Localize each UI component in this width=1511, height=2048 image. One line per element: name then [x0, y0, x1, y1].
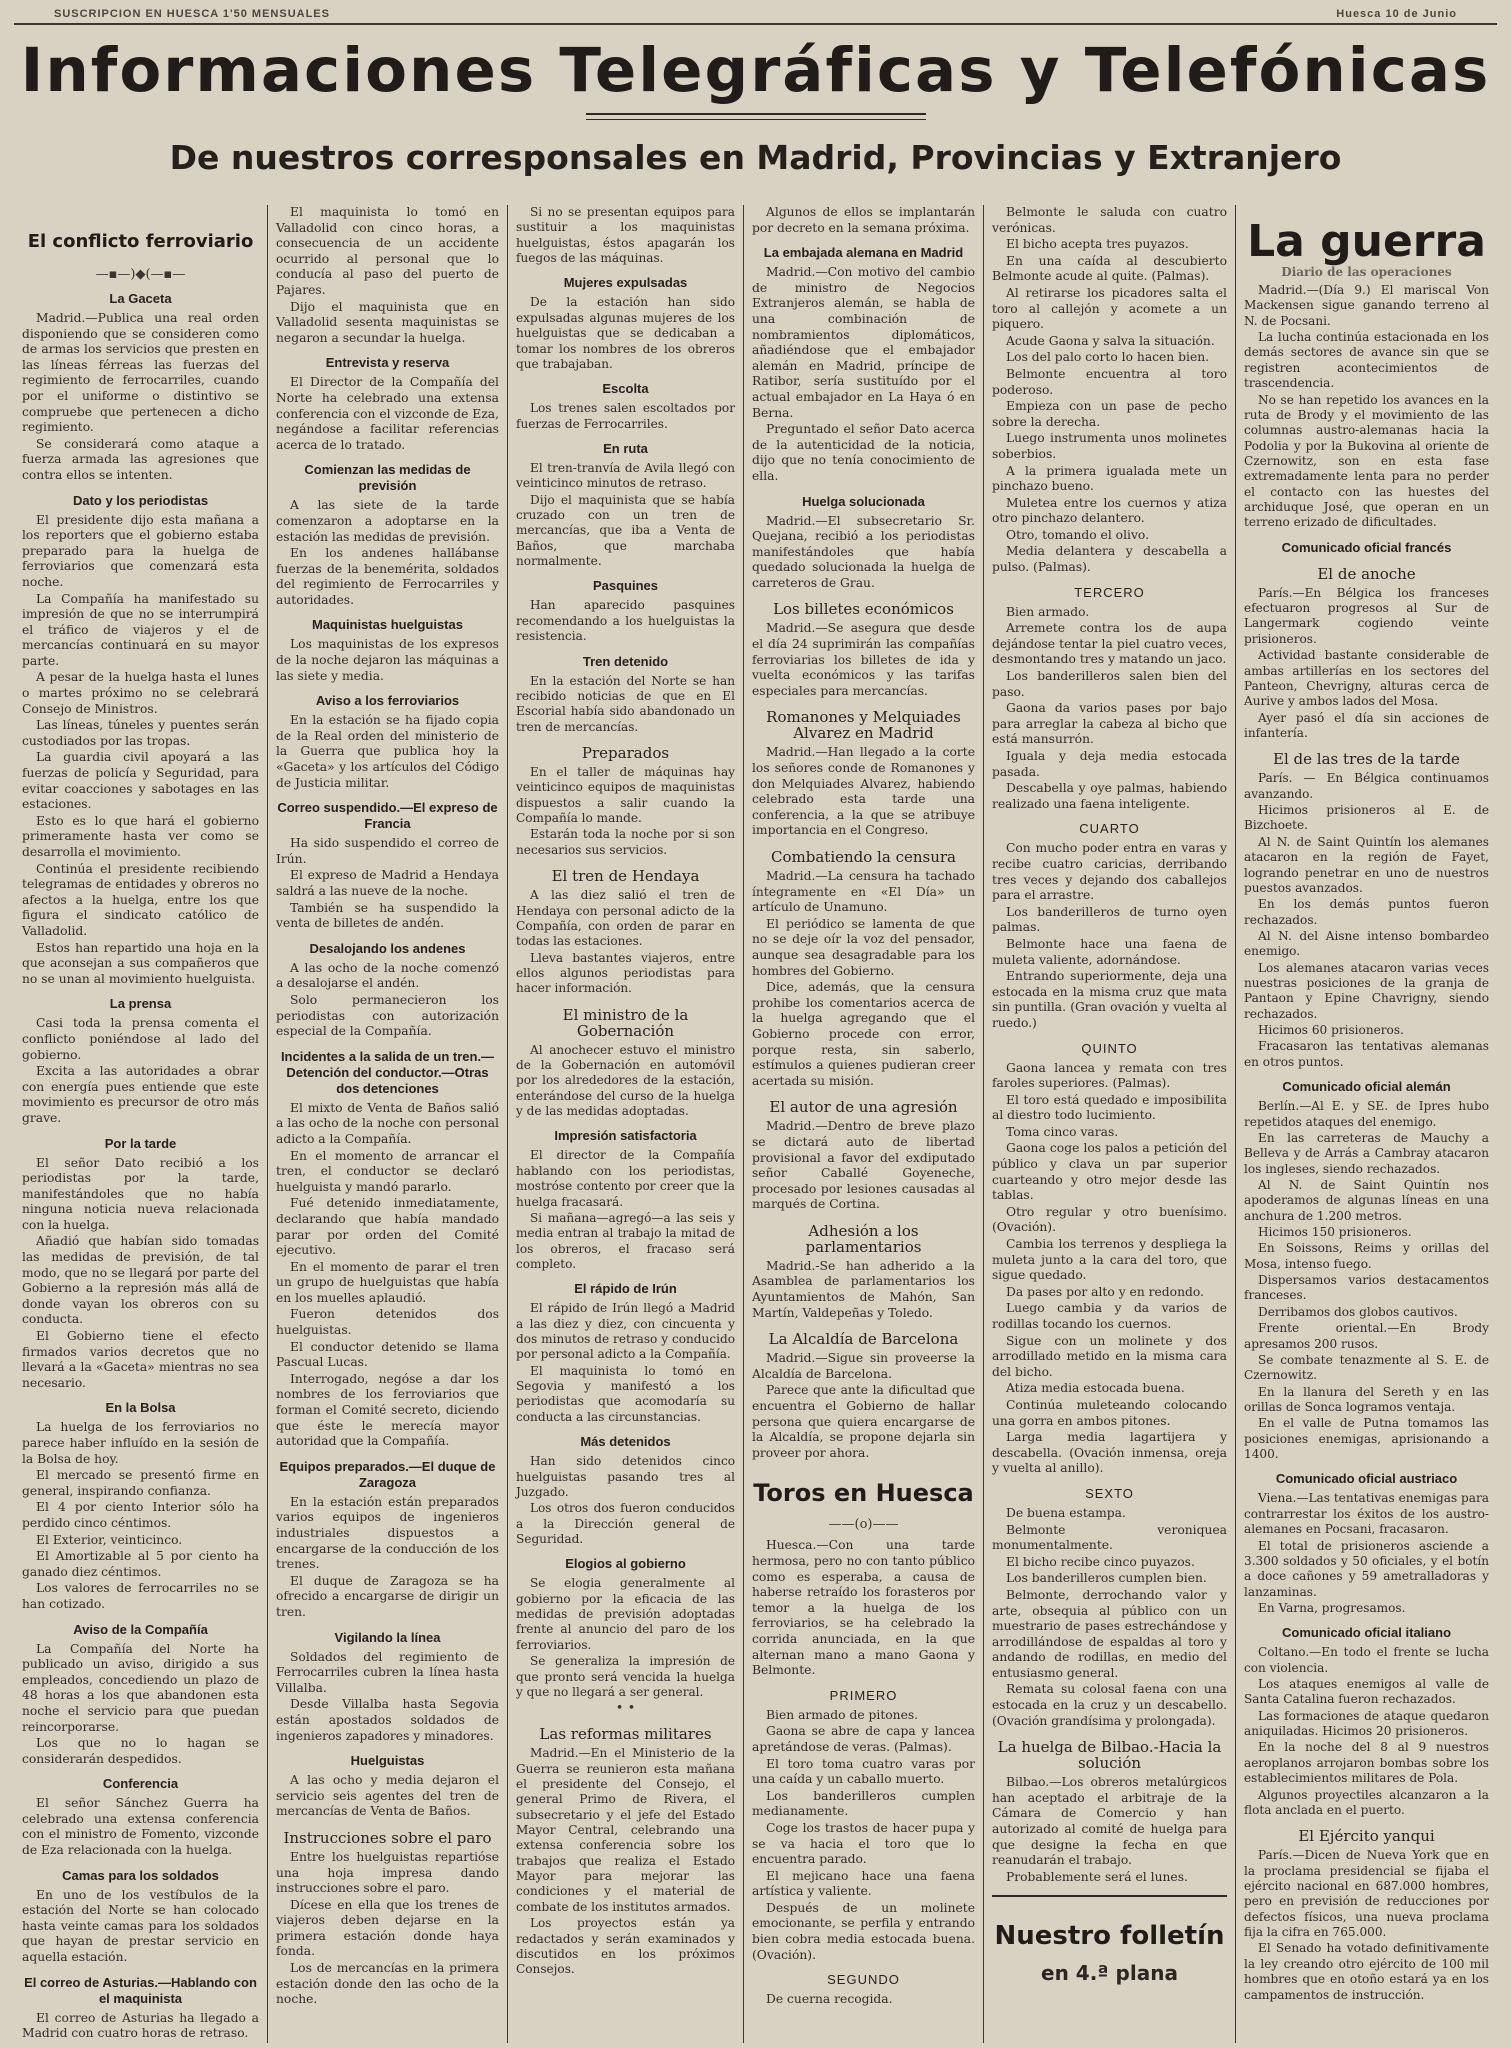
column-4	[744, 205, 984, 2043]
paragraph: Madrid.—La censura ha tachado íntegramente en «El Día» un artículo de Unamuno.	[752, 869, 975, 915]
paragraph: En la noche del 8 al 9 nuestros aeroplanos arrojaron bombas sobre los establecimientos militares de Pola.	[1244, 1740, 1489, 1786]
section-heading: Comienzan las medidas de previsión	[304, 462, 471, 494]
paragraph: Los del palo corto lo hacen bien.	[1006, 350, 1210, 365]
paragraph: A las ocho y media dejaron el servicio seis agentes del tren de mercancías de Venta de Baños.	[276, 1773, 499, 1819]
paragraph: Belmonte hace una faena de muleta valiente, adornándose.	[992, 936, 1227, 967]
paragraph: Otro, tomando el olivo.	[1006, 527, 1149, 542]
paragraph: Belmonte, derrochando valor y arte, obsequia al público con un muestrario de pases estrechándose y arrodillándose de espaldas al toro y andando de rodillas, en medio del entusiasmo general.	[992, 1587, 1227, 1680]
paragraph: Acude Gaona y salva la situación.	[1006, 333, 1215, 348]
paragraph: En la estación se ha fijado copia de la Real orden del ministerio de la Guerra que publica hoy la «Gaceta» y los artículos del Código de Justicia militar.	[276, 713, 499, 790]
page-reference: en 4.ª plana	[1041, 1961, 1178, 1986]
paragraph: El Exterior, veinticinco.	[36, 1532, 183, 1547]
paragraph: A las diez salió el tren de Hendaya con personal adicto de la Compañía, con orden de parar en todas las estaciones.	[516, 888, 735, 949]
section-heading: Equipos preparados.—El duque de Zaragoza	[279, 1458, 496, 1490]
paragraph: Se combate tenazmente al S. E. de Czernowitz.	[1244, 1352, 1489, 1383]
paragraph: Luego cambia y da varios de rodillas tocando los cuernos.	[992, 1301, 1227, 1331]
paragraph: El maquinista lo tomó en Segovia y manifestó a los periodistas que acomodaría su conducta a las circunstancias.	[516, 1363, 735, 1424]
paragraph: Madrid.—El subsecretario Sr. Quejana, recibió a los periodistas manifestándoles que había quedado solucionada la huelga de carreteros de Grau.	[752, 513, 975, 590]
divider-rule	[992, 1895, 1227, 1897]
paragraph: El presidente dijo esta mañana a los reporters que el gobierno estaba preparado para la huelga de ferroviarios que comenzará esta noche.	[22, 512, 259, 589]
column-3	[508, 205, 744, 2043]
paragraph: Se generaliza la impresión de que pronto será vencida la huelga y que no llegará a ser general.	[516, 1654, 735, 1699]
headline: Toros en Huesca	[753, 1479, 974, 1508]
paragraph: A la primera igualada mete un pinchazo bueno.	[992, 463, 1227, 494]
column-5	[984, 205, 1236, 2043]
paragraph: Esto es lo que hará el gobierno primeramente hasta ver como se desarrolla el movimiento.	[22, 813, 259, 859]
paragraph: A las siete de la tarde comenzaron a adoptarse en la estación las medidas de previsión.	[276, 498, 499, 544]
paragraph: Han sido detenidos cinco huelguistas pasando tres al Juzgado.	[516, 1454, 735, 1499]
paragraph: Añadió que habían sido tomadas las medidas de previsión, de tal modo, que no se llegará por parte del Gobierno a la represión más allá de donde vayan los obreros con su conducta.	[22, 1234, 259, 1327]
paragraph: De la estación han sido expulsadas algunas mujeres de los huelguistas que se dedicaban a tomar los nombres de los obreros que trabajaban.	[516, 295, 735, 371]
paragraph: Excita a las autoridades a obrar con energía pues entiende que este movimiento es precursor de otro más grave.	[22, 1064, 259, 1125]
paragraph: Algunos de ellos se implantarán por decreto en la semana próxima.	[752, 205, 975, 235]
paragraph: Da pases por alto y en redondo.	[1006, 1284, 1204, 1299]
section-heading: Instrucciones sobre el paro	[283, 1828, 492, 1847]
paragraph: Los que no lo hagan se considerarán despedidos.	[22, 1736, 259, 1766]
paragraph: Gaona coge los palos a petición del público y clava un par superior cuarteando y otro mejor desde las tablas.	[992, 1141, 1227, 1203]
section-heading: Aviso a los ferroviarios	[315, 693, 460, 709]
section-heading: Huelguistas	[350, 1753, 425, 1769]
subscription-note: SUSCRIPCION EN HUESCA 1'50 MENSUALES	[54, 8, 330, 20]
section-heading: La embajada alemana en Madrid	[763, 245, 964, 261]
paragraph: La guardia civil apoyará a las fuerzas de policía y Seguridad, para evitar coacciones y sabotages en las estaciones.	[22, 750, 259, 812]
paragraph: El conductor detenido se llama Pascual Lucas.	[276, 1339, 499, 1370]
paragraph: Si mañana—agregó—a las seis y media entran al trabajo la mitad de los obreros, el fracaso será completo.	[516, 1210, 735, 1271]
section-heading: El rápido de Irún	[574, 1281, 677, 1297]
paragraph: Probablemente será el lunes.	[1006, 1869, 1188, 1884]
masthead-rule	[586, 113, 926, 120]
section-heading: Maquinistas huelguistas	[312, 617, 463, 633]
paragraph: Luego instrumenta unos molinetes soberbios.	[992, 431, 1227, 461]
paragraph: En la estación están preparados varios equipos de ingenieros industriales dispuestos a encargarse de la conducción de los trenes.	[276, 1494, 499, 1572]
paragraph: Viena.—Las tentativas enemigas para contrarrestar los éxitos de los austro-alemanes en Pocsani, fracasaron.	[1244, 1491, 1489, 1537]
section-heading: Camas para los soldados	[62, 1867, 219, 1883]
ornament: ——(o)——	[828, 1517, 899, 1533]
paragraph: Entrando superiormente, deja una estocada en la misma cruz que mata sin puntilla. (Gran ovación y vuelta al ruedo.)	[992, 969, 1227, 1030]
paragraph: Al anochecer estuvo el ministro de la Gobernación en automóvil por los alrededores de la estación, enterándose del curso de la huelga y de las medidas adoptadas.	[516, 1042, 735, 1119]
section-heading: El de anoche	[1317, 564, 1416, 583]
section-heading: Los billetes económicos	[773, 600, 954, 619]
section-heading: El correo de Asturias.—Hablando con el maquinista	[24, 1974, 257, 2006]
paragraph: Los otros dos fueron conducidos a la Dirección general de Seguridad.	[516, 1501, 735, 1546]
section-heading: En la Bolsa	[105, 1400, 176, 1416]
paragraph: Hicimos 60 prisioneros.	[1258, 1023, 1404, 1038]
paragraph: En los demás puntos fueron rechazados.	[1244, 897, 1489, 927]
section-heading: Aviso de la Compañía	[73, 1621, 208, 1637]
paragraph: En el momento de arrancar el tren, el conductor se declaró huelguista y mandó pararlo.	[276, 1148, 499, 1194]
paragraph: A las ocho de la noche comenzó a desalojarse el andén.	[276, 960, 499, 991]
section-heading: El Ejército yanqui	[1298, 1827, 1435, 1846]
section-heading: Correo suspendido.—El expreso de Francia	[277, 800, 498, 832]
section-heading: El de las tres de la tarde	[1273, 750, 1460, 769]
subheading: De nuestros corresponsales en Madrid, Provincias y Extranjero	[169, 138, 1342, 177]
paragraph: En Varna, progresamos.	[1258, 1600, 1406, 1615]
section-heading: Romanones y Melquiades Alvarez en Madrid	[766, 708, 961, 743]
paragraph: Al retirarse los picadores salta el toro al callejón y acomete a un piquero.	[992, 285, 1227, 332]
paragraph: Otro regular y otro buenísimo. (Ovación).	[992, 1204, 1227, 1235]
paragraph: Los proyectos están ya redactados y serán examinados y discutidos en los próximos Consejos.	[516, 1916, 735, 1977]
paragraph: Gaona da varios pases por bajo para arreglar la cabeza al bicho que está mansurrón.	[992, 701, 1227, 747]
section-heading: TERCERO	[1074, 584, 1145, 600]
ornament: —▪—)◆(—▪—	[95, 267, 186, 282]
paragraph: Media delantera y descabella a pulso. (Palmas).	[992, 544, 1227, 575]
paragraph: No se han repetido los avances en la ruta de Brody y el movimiento de las columnas austro-alemanas hacia la Podolia y por la Bukovina al oriente de Czernowitz, son en esta fase extremadamente lenta para no perder el contacto con las huestes del archiduque José, que operan en un terreno erizado de dificultades.	[1244, 392, 1489, 530]
paragraph: Ayer pasó el día sin acciones de infantería.	[1244, 710, 1489, 740]
paragraph: Huesca.—Con una tarde hermosa, pero no con tanto público como es esperaba, a causa de haberse retraído los forasteros por temor a la huelga de los ferroviarios, se ha celebrado la corrida anunciada, en la que alternan mano a mano Gaona y Belmonte.	[752, 1538, 975, 1678]
section-heading: Por la tarde	[104, 1135, 177, 1151]
paragraph: Madrid.—Han llegado a la corte los señores conde de Romanones y don Melquiades Alvarez, habiendo celebrado esta tarde una conferencia, a la que se atribuye importancia en el Congreso.	[752, 745, 975, 838]
paragraph: Los banderilleros de turno oyen palmas.	[992, 904, 1227, 935]
section-heading: La prensa	[109, 996, 172, 1012]
top-strip	[14, 6, 1497, 25]
paragraph: París.—Dicen de Nueva York que en la proclama presidencial se fijaba el ejército nacional en 687.000 hombres, pero en previsión de reducciones por defectos físicos, una nueva proclama fija la cifra en 765.000.	[1244, 1848, 1489, 1940]
paragraph: Atiza media estocada buena.	[1006, 1381, 1185, 1396]
section-heading: Escolta	[602, 381, 649, 397]
paragraph: Se elogia generalmente al gobierno por la eficacia de las medidas de previsión adoptadas frente al anuncio del paro de los ferroviarios.	[516, 1576, 735, 1652]
section-heading: Mujeres expulsadas	[563, 275, 688, 291]
paragraph: El correo de Asturias ha llegado a Madrid con cuatro horas de retraso.	[22, 2010, 259, 2041]
paragraph: El mercado se presentó firme en general, inspirando confianza.	[22, 1468, 259, 1498]
paragraph: Madrid.—(Día 9.) El mariscal Von Mackensen sigue ganando terreno al N. de Pocsani.	[1244, 283, 1489, 328]
section-heading: Comunicado oficial austriaco	[1275, 1471, 1458, 1487]
paragraph: Los valores de ferrocarriles no se han cotizado.	[22, 1581, 259, 1611]
section-heading: Comunicado oficial italiano	[1281, 1625, 1452, 1641]
section-heading: La Gaceta	[109, 291, 172, 306]
paragraph: Los alemanes atacaron varias veces nuestras posiciones de la granja de Pantaon y Epine Chavrigny, siendo rechazados.	[1244, 960, 1489, 1021]
paragraph: Gaona se abre de capa y lancea apretándose de veras. (Palmas).	[752, 1724, 975, 1754]
section-heading: Huelga solucionada	[802, 493, 925, 509]
paragraph: París. — En Bélgica continuamos avanzando.	[1244, 771, 1489, 801]
paragraph: En uno de los vestíbulos de la estación del Norte se han colocado hasta veinte camas para los soldados que hayan de prestar servicio en aquella estación.	[22, 1887, 259, 1965]
paragraph: Con mucho poder entra en varas y recibe cuatro caricias, derribando tres veces y dejando dos caballejos para el arrastre.	[992, 841, 1227, 903]
paragraph: Madrid.-Se han adherido a la Asamblea de parlamentarios los Ayuntamientos de Mahón, San Martín, Valdepeñas y Toledo.	[752, 1258, 975, 1320]
paragraph: El mejicano hace una faena artística y valiente.	[752, 1868, 975, 1899]
section-heading: Más detenidos	[580, 1434, 671, 1450]
section-heading: PRIMERO	[829, 1687, 898, 1703]
paragraph: El toro está quedado e imposibilita al diestro todo lucimiento.	[992, 1092, 1227, 1123]
paragraph: De cuerna recogida.	[766, 1992, 893, 2007]
paragraph: Continúa muleteando colocando una gorra en ambos pitones.	[992, 1397, 1227, 1428]
section-heading: Elogios al gobierno	[565, 1556, 686, 1572]
paragraph: Descabella y oye palmas, habiendo realizado una faena inteligente.	[992, 781, 1227, 811]
paragraph: El periódico se lamenta de que no se deje oír la voz del pensador, aunque sea desagradable para los hombres del Gobierno.	[752, 916, 975, 978]
paragraph: Si no se presentan equipos para sustituir a los maquinistas huelguistas, éstos apagarán los fuegos de las máquinas.	[516, 205, 735, 266]
section-heading: Incidentes a la salida de un tren.—Detención del conductor.—Otras dos detenciones	[280, 1048, 495, 1096]
column-6	[1236, 205, 1497, 2043]
paragraph: Arremete contra los de aupa dejándose tentar la piel cuatro veces, desmontando tres y matando un jaco.	[992, 621, 1227, 667]
paragraph: París.—En Bélgica los franceses efectuaron progresos al Sur de Langermark cogiendo veinte prisioneros.	[1244, 585, 1489, 646]
section-heading: Comunicado oficial alemán	[1282, 1079, 1451, 1095]
paragraph: Dijo el maquinista que en Valladolid sesenta maquinistas se negaron a secundar la huelga.	[276, 299, 499, 345]
section-heading: En ruta	[603, 440, 648, 456]
section-heading: SEXTO	[1085, 1485, 1134, 1501]
paragraph: Coltano.—En todo el frente se lucha con violencia.	[1244, 1645, 1489, 1675]
section-heading: La Alcaldía de Barcelona	[768, 1330, 959, 1349]
section-heading: Dato y los periodistas	[72, 492, 209, 508]
paragraph: Estos han repartido una hoja en la que aconsejan a sus compañeros que no se unan al movimiento huelguista.	[22, 940, 259, 986]
paragraph: Empieza con un pase de pecho sobre la derecha.	[992, 399, 1227, 429]
paragraph: Estarán toda la noche por si son necesarios sus servicios.	[516, 827, 735, 857]
paragraph: El señor Dato recibió a los periodistas por la tarde, manifestándoles que no había ninguna noticia nueva relacionada con la huelga.	[22, 1155, 259, 1232]
paragraph: El Director de la Compañía del Norte ha celebrado una extensa conferencia con el vizconde de Eza, negándose a facilitar referencias acerca de lo tratado.	[276, 375, 499, 452]
section-heading: El tren de Hendaya	[551, 867, 700, 886]
paragraph: En una caída al descubierto Belmonte acude al quite. (Palmas).	[992, 253, 1227, 284]
paragraph: Interrogado, negóse a dar los nombres de los ferroviarios que forman el Comité secreto, diciendo que éste le merecía mayor autoridad que la Compañía.	[276, 1371, 499, 1449]
paragraph: En la llanura del Sereth y en las orillas de Sonca logramos ventaja.	[1244, 1384, 1489, 1414]
paragraph: Los trenes salen escoltados por fuerzas de Ferrocarriles.	[516, 401, 735, 431]
paragraph: Ha sido suspendido el correo de Irún.	[276, 836, 499, 866]
section-heading: La huelga de Bilbao.-Hacia la solución	[997, 1738, 1222, 1773]
paragraph: Fracasaron las tentativas alemanas en otros puntos.	[1244, 1039, 1489, 1069]
paragraph: En el momento de parar el tren un grupo de huelguistas que había en los muelles aplaudió.	[276, 1259, 499, 1305]
paragraph: Bien armado de pitones.	[766, 1707, 919, 1722]
paragraph: A pesar de la huelga hasta el lunes o martes próximo no se celebrará Consejo de Ministros.	[22, 670, 259, 716]
paragraph: Bilbao.—Los obreros metalúrgicos han aceptado el arbitraje de la Cámara de Comercio y han autorizado al comité de huelga para que designe la fecha en que reanudarán el trabajo.	[992, 1775, 1227, 1868]
paragraph: Toma cinco varas.	[1006, 1124, 1119, 1139]
paragraph: Hicimos prisioneros al E. de Bizchoete.	[1244, 803, 1489, 833]
headline: Nuestro folletín	[994, 1921, 1225, 1952]
paragraph: Belmonte veroniquea monumentalmente.	[992, 1522, 1227, 1553]
section-heading: Las reformas militares	[539, 1725, 712, 1744]
section-heading: Pasquines	[592, 578, 659, 594]
paragraph: Solo permanecieron los periodistas con autorización especial de la Compañía.	[276, 992, 499, 1039]
paragraph: El total de prisioneros asciende a 3.300 soldados y 50 oficiales, y el botín a doce cañones y 59 ametralladoras y lanzaminas.	[1244, 1538, 1489, 1599]
paragraph: Entre los huelguistas repartióse una hoja impresa dando instrucciones sobre el paro.	[276, 1849, 499, 1896]
paragraph: El bicho recibe cinco puyazos.	[1006, 1554, 1195, 1569]
section-heading: QUINTO	[1081, 1040, 1138, 1056]
section-heading: Impresión satisfactoria	[554, 1128, 697, 1144]
paragraph: La lucha continúa estacionada en los demás sectores de avance sin que se registren acontecimientos de trascendencia.	[1244, 330, 1489, 391]
paragraph: Sigue con un molinete y dos arrodillado metido en la misma cara del bicho.	[992, 1333, 1227, 1379]
columns-container	[14, 205, 1497, 2043]
paragraph: Madrid.—Publica una real orden disponiendo que se consideren como de armas los servicios que presten en las líneas férreas las fuerzas del regimiento de ferrocarriles, cuando por el uniforme o distintivo se compruebe que pertenecen a dicho regimiento.	[22, 311, 259, 435]
paragraph: El Gobierno tiene el efecto firmados varios decretos que no llevará a la «Gaceta» mientras no sea necesario.	[22, 1329, 259, 1390]
paragraph: Han aparecido pasquines recomendando a los huelguistas la resistencia.	[516, 598, 735, 644]
paragraph: Dícese en ella que los trenes de viajeros deben dejarse en la primera estación donde haya fonda.	[276, 1897, 499, 1959]
paragraph: El duque de Zaragoza se ha ofrecido a encargarse de dirigir un tren.	[276, 1573, 499, 1619]
section-heading: Adhesión a los parlamentarios	[805, 1221, 922, 1256]
paragraph: Los ataques enemigos al valle de Santa Catalina fueron rechazados.	[1244, 1677, 1489, 1707]
paragraph: Los banderilleros cumplen bien.	[1006, 1571, 1207, 1586]
section-heading: El ministro de la Gobernación	[562, 1005, 689, 1040]
paragraph: El Amortizable al 5 por ciento ha ganado diez céntimos.	[22, 1549, 259, 1579]
paragraph: Los maquinistas de los expresos de la noche dejaron las máquinas a las siete y media.	[276, 637, 499, 683]
paragraph: Madrid.—Se asegura que desde el día 24 suprimirán las compañías ferroviarias los billetes de ida y vuelta económicos y las tarifas especiales para mercancías.	[752, 621, 975, 698]
paragraph: Dijo el maquinista que se había cruzado con un tren de mercancías, que iba a Venta de Baños, que marchaba normalmente.	[516, 492, 735, 569]
paragraph: Al N. de Saint Quintín nos apoderamos de algunas líneas en una anchura de 1.200 metros.	[1244, 1177, 1489, 1223]
paragraph: Fué detenido inmediatamente, declarando que había mandado parar por orden del Comité ejecutivo.	[276, 1196, 499, 1258]
section-heading: El autor de una agresión	[769, 1098, 958, 1117]
section-heading: CUARTO	[1079, 821, 1140, 837]
paragraph: El Senado ha votado definitivamente la ley creando otro ejército de 100 mil hombres que en otoño estará ya en los campamentos de instrucción.	[1244, 1941, 1489, 2002]
paragraph: Al N. de Saint Quintín los alemanes atacaron en la región de Fayet, logrando penetrar en uno de nuestros puestos avanzados.	[1244, 834, 1489, 895]
paragraph: En las carreteras de Mauchy a Belleva y de Arrás a Cambray atacaron los ingleses, siendo rechazados.	[1244, 1130, 1489, 1176]
paragraph: Madrid.—Dentro de breve plazo se dictará auto de libertad provisional a favor del exdiputado señor Caballé Goyeneche, procesado por lesiones causadas al marqués de Cortina.	[752, 1119, 975, 1212]
date-line: Huesca 10 de Junio	[1336, 8, 1457, 20]
paragraph: Coge los trastos de hacer pupa y se va hacia el toro que lo encuentra parado.	[752, 1820, 975, 1867]
paragraph: Dispersamos varios destacamentos franceses.	[1244, 1273, 1489, 1303]
paragraph: Madrid.—Sigue sin proveerse la Alcaldía de Barcelona.	[752, 1351, 975, 1381]
paragraph: Gaona lancea y remata con tres faroles superiores. (Palmas).	[992, 1060, 1227, 1091]
paragraph: Derribamos dos globos cautivos.	[1258, 1304, 1458, 1319]
column-2	[268, 205, 508, 2043]
paragraph: Iguala y deja media estocada pasada.	[992, 749, 1227, 779]
paragraph: En el valle de Putna tomamos las posiciones enemigas, aprisionando a 1400.	[1244, 1416, 1489, 1462]
paragraph: Madrid.—Con motivo del cambio de ministro de Negocios Extranjeros alemán, se habla de una combinación de nombramientos diplomáticos, añadiéndose que el embajador alemán en Madrid, príncipe de Ratibor, sería sustituído por el actual embajador en La Haya ó en Berna.	[752, 265, 975, 420]
paragraph: En los andenes hallábanse fuerzas de la benemérita, soldados del regimiento de Ferrocarriles y autoridades.	[276, 546, 499, 607]
paragraph: También se ha suspendido la venta de billetes de andén.	[276, 900, 499, 931]
paragraph: Hicimos 150 prisioneros.	[1258, 1225, 1412, 1240]
paragraph: Madrid.—En el Ministerio de la Guerra se reunieron esta mañana el presidente del Consejo, el general Primo de Rivera, el subsecretario y el jefe del Estado Mayor Central, celebrando una extensa conferencia sobre los trabajos que realiza el Estado Mayor para mejorar las condiciones y el material de combate de los institutos armados.	[516, 1746, 735, 1914]
paragraph: El 4 por ciento Interior sólo ha perdido cinco céntimos.	[22, 1500, 259, 1530]
paragraph: El tren-tranvía de Avila llegó con veinticinco minutos de retraso.	[516, 460, 735, 491]
paragraph: Berlín.—Al E. y SE. de Ipres hubo repetidos ataques del enemigo.	[1244, 1099, 1489, 1129]
paragraph: El expreso de Madrid a Hendaya saldrá a las nueve de la noche.	[276, 868, 499, 898]
masthead-title: Informaciones Telegráficas y Telefónicas	[20, 35, 1491, 106]
paragraph: Casi toda la prensa comenta el conflicto poniéndose al lado del gobierno.	[22, 1016, 259, 1062]
paragraph: Cambia los terrenos y despliega la muleta junto a la cara del toro, que sigue quedado.	[992, 1237, 1227, 1283]
paragraph: Los de mercancías en la primera estación donde den las ocho de la noche.	[276, 1961, 499, 2007]
headline: La guerra	[1247, 216, 1486, 267]
paragraph: Parece que ante la dificultad que encuentra el Gobierno de hallar persona que quiera encargarse de la Alcaldía, se propone dejarla sin proveer por ahora.	[752, 1383, 975, 1460]
paragraph: Actividad bastante considerable de ambas artillerías en los sectores del Panteon, Chevrigny, alturas cerca de Aurive y ambos lados del Mosa.	[1244, 648, 1489, 709]
paragraph: De buena estampa.	[1006, 1505, 1126, 1520]
paragraph: Los banderilleros salen bien del paso.	[992, 669, 1227, 699]
paragraph: Algunos proyectiles alcanzaron a la flota anclada en el puerto.	[1244, 1787, 1489, 1817]
paragraph: Las líneas, túneles y puentes serán custodiados por las tropas.	[22, 718, 259, 748]
paragraph: El mixto de Venta de Baños salió a las ocho de la noche con personal adicto a la Compañía.	[276, 1100, 499, 1146]
section-subtitle: Diario de las operaciones	[1281, 265, 1452, 279]
paragraph: El rápido de Irún llegó a Madrid a las diez y diez, con cincuenta y dos minutos de retraso y conducido por personal adicto a la Compañía.	[516, 1301, 735, 1362]
paragraph: La Compañía del Norte ha publicado un aviso, dirigido a sus empleados, concediendo un plazo de 48 horas a los que abandonen esta noche el servicio para que puedan reincorporarse.	[22, 1641, 259, 1734]
paragraph: Al N. del Aisne intenso bombardeo enemigo.	[1244, 928, 1489, 959]
paragraph: Frente oriental.—En Brody apresamos 200 rusos.	[1244, 1321, 1489, 1351]
paragraph: Continúa el presidente recibiendo telegramas de entidades y obreros no afectos a la huelga, entre los que figura el sindicato católico de Valladolid.	[22, 861, 259, 938]
section-heading: Desalojando los andenes	[309, 940, 466, 956]
section-heading: Comunicado oficial francés	[1281, 539, 1452, 555]
section-heading: Combatiendo la censura	[771, 848, 956, 866]
paragraph: La Compañía ha manifestado su impresión de que no se interrumpirá el tráfico de viajeros y el de mercancías continuará en su mayor parte.	[22, 591, 259, 668]
column-1	[14, 205, 268, 2043]
section-heading: Preparados	[581, 743, 670, 762]
paragraph: El maquinista lo tomó en Valladolid con cinco horas, a consecuencia de un accidente ocurrido al personal que lo conducía al paso del puerto de Pajares.	[276, 205, 499, 297]
paragraph: Soldados del regimiento de Ferrocarriles cubren la línea hasta Villalba.	[276, 1649, 499, 1695]
paragraph: En Soissons, Reims y orillas del Mosa, intenso fuego.	[1244, 1241, 1489, 1271]
paragraph: Fueron detenidos dos huelguistas.	[276, 1307, 499, 1338]
paragraph: Después de un molinete emocionante, se perfila y entrando bien cobra media estocada buena. (Ovación).	[752, 1900, 975, 1962]
paragraph: El señor Sánchez Guerra ha celebrado una extensa conferencia con el ministro de Fomento, vizconde de Eza relacionada con la huelga.	[22, 1796, 259, 1858]
section-heading: Tren detenido	[582, 653, 669, 669]
paragraph: Bien armado.	[1006, 604, 1090, 619]
paragraph: Se considerará como ataque a fuerza armada las agresiones que contra ellos se intenten.	[22, 436, 259, 482]
paragraph: Desde Villalba hasta Segovia están apostados soldados de ingenieros zapadores y minadores.	[276, 1697, 499, 1743]
section-heading: Entrevista y reserva	[325, 355, 450, 371]
paragraph: El bicho acepta tres puyazos.	[1006, 237, 1189, 252]
paragraph: Dice, además, que la censura prohibe los comentarios acerca de la huelga agregando que el Gobierno procede con error, porque resta, sin saberlo, estímulos a quienes pudieran creer acertada su misión.	[752, 980, 975, 1088]
paragraph: El director de la Compañía hablando con los periodistas, mostróse contento por creer que la huelga fracasará.	[516, 1148, 735, 1209]
section-heading: Conferencia	[102, 1776, 179, 1792]
paragraph: Belmonte le saluda con cuatro verónicas.	[992, 205, 1227, 235]
paragraph: Muletea entre los cuernos y atiza otro pinchazo delantero.	[992, 495, 1227, 526]
section-heading: Vigilando la línea	[334, 1629, 441, 1645]
paragraph: El toro toma cuatro varas por una caída y un caballo muerto.	[752, 1756, 975, 1787]
paragraph: Los banderilleros cumplen medianamente.	[752, 1788, 975, 1819]
paragraph: Lleva bastantes viajeros, entre ellos algunos periodistas para hacer información.	[516, 950, 735, 996]
headline: El conflicto ferroviario	[27, 231, 254, 252]
paragraph: En el taller de máquinas hay veinticinco equipos de maquinistas dispuestos a salir cuando la Compañía lo mande.	[516, 764, 735, 826]
paragraph: La huelga de los ferroviarios no parece haber influído en la sesión de la Bolsa de hoy.	[22, 1420, 259, 1466]
paragraph: En la estación del Norte se han recibido noticias de que en El Escorial había sido abandonado un tren de mercancías.	[516, 673, 735, 734]
section-heading: SEGUNDO	[827, 1972, 900, 1988]
paragraph: Preguntado el señor Dato acerca de la autenticidad de la noticia, dijo que no tenía conocimiento de ella.	[752, 422, 975, 483]
paragraph: Belmonte encuentra al toro poderoso.	[992, 366, 1227, 397]
paragraph: Larga media lagartijera y descabella. (Ovación inmensa, oreja y vuelta al anillo).	[992, 1430, 1227, 1476]
paragraph: Remata su colosal faena con una estocada en la cruz y un descabello. (Ovación grandísima y prolongada).	[992, 1682, 1227, 1728]
paragraph: Las formaciones de ataque quedaron aniquiladas. Hicimos 20 prisioneros.	[1244, 1708, 1489, 1739]
ornament: • •	[615, 1701, 636, 1717]
